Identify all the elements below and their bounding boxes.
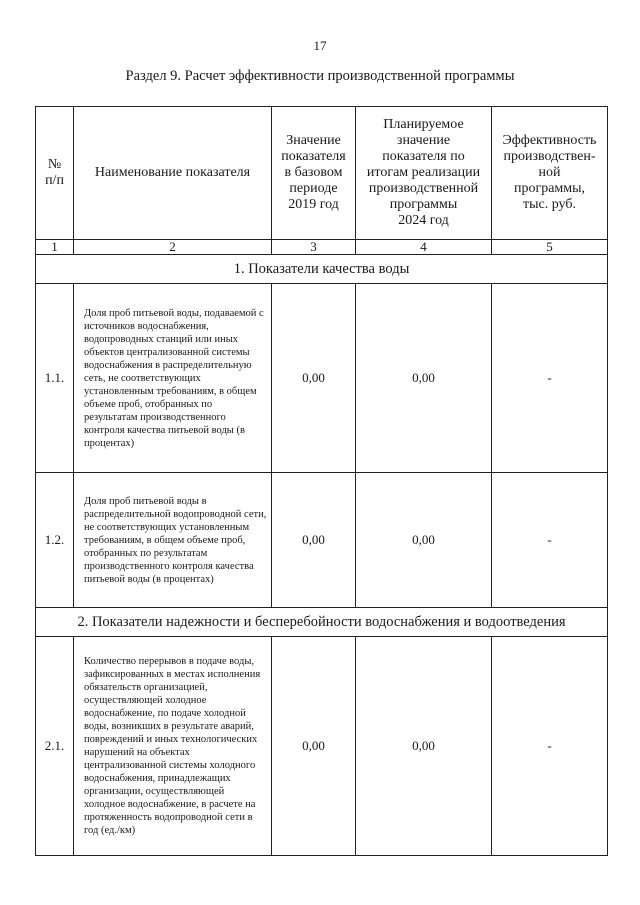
planned-value: 0,00 <box>356 637 492 856</box>
planned-value: 0,00 <box>356 473 492 608</box>
row-number: 1.1. <box>36 284 74 473</box>
header-indicator-name <box>74 107 272 240</box>
efficiency-table <box>35 106 608 856</box>
table-row <box>36 284 608 473</box>
section-title: Раздел 9. Расчет эффективности производственной программы <box>125 68 515 84</box>
table-row <box>36 637 608 856</box>
column-number: 5 <box>492 240 608 255</box>
base-value: 0,00 <box>272 637 356 856</box>
page-number: 17 <box>313 38 327 53</box>
header-efficiency <box>492 107 608 240</box>
header-number <box>36 107 74 240</box>
header-indicator-name-text: Наименование показателя <box>94 165 251 180</box>
group-row <box>36 255 608 284</box>
header-base-value-text: Значение показателя в базовом периоде 2019 год <box>281 133 346 212</box>
base-value: 0,00 <box>272 284 356 473</box>
efficiency-value: - <box>492 637 608 856</box>
column-number: 4 <box>356 240 492 255</box>
row-number: 2.1. <box>36 637 74 856</box>
planned-value: 0,00 <box>356 284 492 473</box>
column-number: 2 <box>74 240 272 255</box>
column-number: 3 <box>272 240 356 255</box>
efficiency-value: - <box>492 473 608 608</box>
header-base-value <box>272 107 356 240</box>
indicator-name: Количество перерывов в подаче воды, зафиксированных в местах исполнения обязательств организацией, осуществляющей холодное водоснабжение, по подаче холодной воды, возникших в результате аварий, повреждений и иных технологических нарушений на объектах централизованной системы холодного водоснабжения, принадлежащих организации, осуществляющей холодное водоснабжение, в расчете на протяженность водопроводной сети в год (ед./км) <box>74 637 272 856</box>
efficiency-value: - <box>492 284 608 473</box>
table-row <box>36 473 608 608</box>
header-number-text: № п/п <box>45 157 64 188</box>
header-efficiency-text: Эффективность производствен- ной программы, тыс. руб. <box>502 133 597 212</box>
base-value: 0,00 <box>272 473 356 608</box>
group-title: 2. Показатели надежности и бесперебойности водоснабжения и водоотведения <box>36 608 608 637</box>
group-row <box>36 608 608 637</box>
header-planned-value-text: Планируемое значение показателя по итогам реализации производственной программы 2024 год <box>366 117 481 228</box>
header-row <box>36 107 608 240</box>
column-number-row <box>36 240 608 255</box>
row-number: 1.2. <box>36 473 74 608</box>
indicator-name: Доля проб питьевой воды, подаваемой с источников водоснабжения, водопроводных станций или иных объектов централизованной системы водоснабжения в распределительную сеть, не соответствующих установленным требованиям, в общем объеме проб, отобранных по результатам производственного контроля качества питьевой воды (в процентах) <box>74 284 272 473</box>
group-title: 1. Показатели качества воды <box>36 255 608 284</box>
indicator-name: Доля проб питьевой воды в распределительной водопроводной сети, не соответствующих установленным требованиям, в общем объеме проб, отобранных по результатам производственного контроля качества питьевой воды (в процентах) <box>74 473 272 608</box>
column-number: 1 <box>36 240 74 255</box>
header-planned-value <box>356 107 492 240</box>
